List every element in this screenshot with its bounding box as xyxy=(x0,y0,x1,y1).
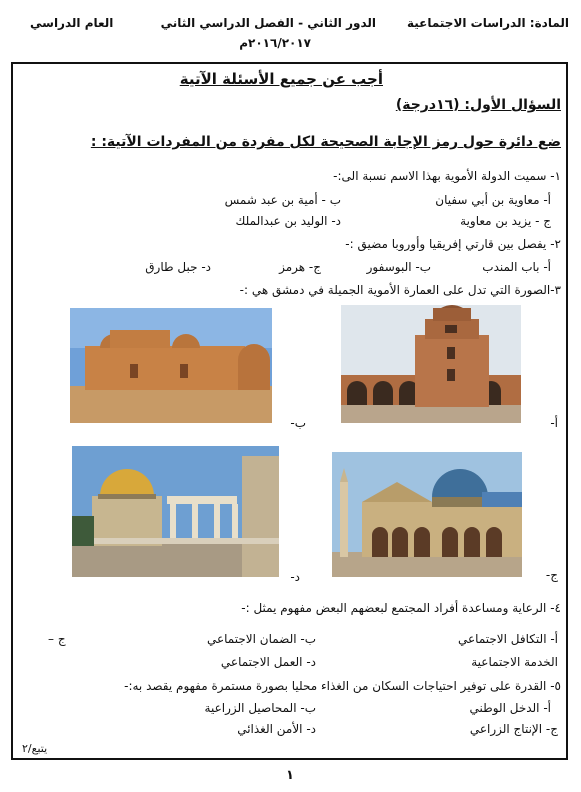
q2-option-a[interactable]: أ- باب المندب xyxy=(482,260,551,274)
q2-option-b[interactable]: ب- البوسفور xyxy=(366,260,431,274)
option-c-umayyad-mosque-image[interactable] xyxy=(332,452,522,577)
page-number: ١ xyxy=(286,768,294,783)
question-4-text: ٤- الرعاية ومساعدة أفراد المجتمع لبعضهم البعض مفهوم يمثل :- xyxy=(241,601,561,615)
q3-option-a-label[interactable]: أ- xyxy=(550,416,558,430)
exam-year-range: ٢٠١٦/٢٠١٧م xyxy=(239,36,311,50)
subject-label: المادة: الدراسات الاجتماعية xyxy=(406,16,569,30)
question-3-text: ٣-الصورة التي تدل على العمارة الأموية الجميلة في دمشق هي :- xyxy=(239,283,561,297)
q4-option-d[interactable]: د- العمل الاجتماعي xyxy=(220,655,316,669)
q4-option-c-continued[interactable]: الخدمة الاجتماعية xyxy=(471,655,558,669)
q5-option-d[interactable]: د- الأمن الغذائي xyxy=(237,722,316,736)
option-b-desert-castle-image[interactable] xyxy=(70,308,272,423)
exam-term: الدور الثاني - الفصل الدراسي الثاني xyxy=(160,16,376,30)
instruction: ضع دائرة حول رمز الإجابة الصحيحة لكل مفردة من المفردات الآتية: : xyxy=(90,134,561,150)
question-2-text: ٢- يفصل بين قارتي إفريقيا وأوروبا مضيق :- xyxy=(345,237,561,251)
q3-option-b-label[interactable]: ب- xyxy=(290,416,306,430)
q2-option-d[interactable]: د- جبل طارق xyxy=(145,260,211,274)
q1-option-a[interactable]: أ- معاوية بن أبي سفيان xyxy=(435,193,551,207)
q5-option-c[interactable]: ج- الإنتاج الزراعي xyxy=(469,722,558,736)
q3-option-c-label[interactable]: ج- xyxy=(545,568,558,582)
page-title: أجب عن جميع الأسئلة الآتية xyxy=(179,70,383,88)
q1-option-d[interactable]: د- الوليد بن عبدالملك xyxy=(235,214,341,228)
q1-option-b[interactable]: ب - أمية بن عبد شمس xyxy=(224,193,341,207)
question-1-text: ١- سميت الدولة الأموية بهذا الاسم نسبة الى:- xyxy=(333,169,561,183)
question-5-text: ٥- القدرة على توفير احتياجات السكان من الغذاء محليا بصورة مستمرة مفهوم يقصد به:- xyxy=(124,679,561,693)
q1-option-c[interactable]: ج - يزيد بن معاوية xyxy=(460,214,551,228)
q2-option-c[interactable]: ج- هرمز xyxy=(279,260,321,274)
q4-option-b[interactable]: ب- الضمان الاجتماعي xyxy=(206,632,316,646)
q5-option-a[interactable]: أ- الدخل الوطني xyxy=(469,701,551,715)
q5-option-b[interactable]: ب- المحاصيل الزراعية xyxy=(204,701,316,715)
continue-note: يتبع/٢ xyxy=(22,742,48,755)
q4-option-c[interactable]: ج – xyxy=(48,632,66,646)
option-a-minaret-image[interactable] xyxy=(341,305,521,423)
question-one-heading: السؤال الأول: (١٦درجة) xyxy=(395,97,561,113)
option-d-dome-of-the-rock-image[interactable] xyxy=(72,446,279,577)
academic-year-label: العام الدراسي xyxy=(30,16,114,30)
q4-option-a[interactable]: أ- التكافل الاجتماعي xyxy=(458,632,558,646)
q3-option-d-label[interactable]: د- xyxy=(290,570,300,584)
